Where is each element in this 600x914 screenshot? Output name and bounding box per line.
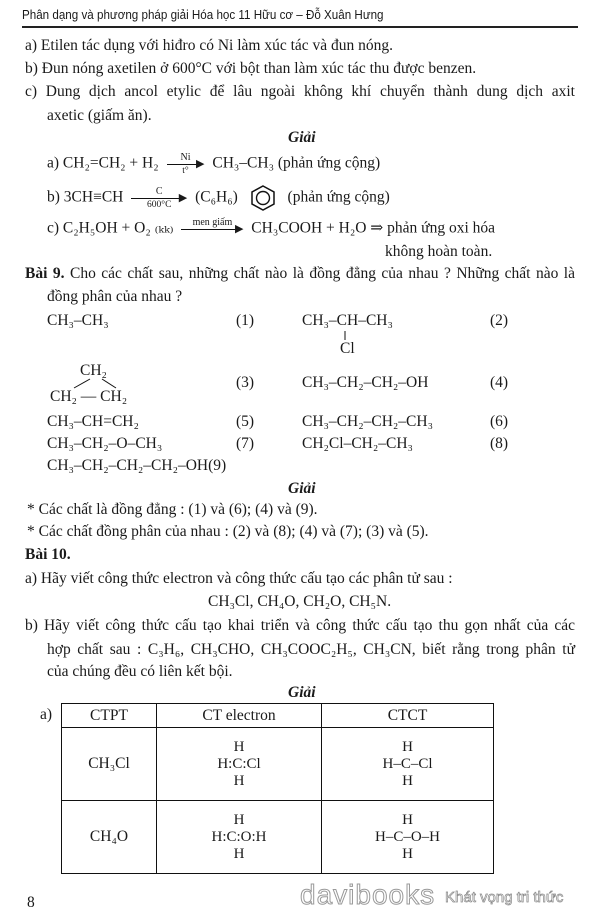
intro-c-cont: axetic (giấm ăn).: [47, 107, 152, 124]
atom: H: [402, 845, 413, 862]
table-label: a): [40, 706, 53, 723]
reaction-b: [47, 185, 390, 211]
column-header: CTCT: [322, 704, 494, 728]
running-header: Phân dạng và phương pháp giải Hóa học 11 Hữu cơ – Đỗ Xuân Hưng: [22, 8, 384, 22]
bai10-b-cont2: của chúng đều có liên kết bội.: [47, 663, 233, 680]
solution-heading: Giải: [288, 684, 316, 701]
reaction-a: [47, 153, 380, 175]
products: CH₃–CH₃ (phản ứng cộng): [212, 154, 381, 172]
atom: H: [233, 738, 245, 755]
products: (C₆H₆): [195, 188, 238, 206]
condition: 600°C: [147, 200, 172, 210]
compound-2-substituent: Cl: [340, 340, 355, 357]
intro-c: c) Dung dịch ancol etylic để lâu ngoài không khí chuyển thành dung dịch axit: [25, 83, 575, 100]
reaction-label: b): [47, 188, 60, 206]
table-row: [62, 801, 494, 874]
column-header: CT electron: [157, 704, 322, 728]
intro-b: b) Đun nóng axetilen ở 600°C với bột than làm xúc tác thu được benzen.: [25, 60, 477, 77]
bai10-a-formulas: CH₃Cl, CH₄O, CH₂O, CH₅N.: [208, 593, 392, 610]
page-number: 8: [27, 894, 35, 911]
catalyst: men giấm: [192, 217, 233, 228]
compound-number: (4): [490, 374, 509, 391]
electron-formula: [157, 728, 322, 801]
compound-number: (8): [490, 435, 509, 452]
bai10-b: b) Hãy viết công thức cấu tạo khai triển và công thức cấu tạo thu gọn nhất của các: [25, 617, 575, 634]
watermark-brand: davibooks: [300, 879, 436, 910]
atom-row: H:C:Cl: [217, 755, 261, 772]
compound-9: CH₃–CH₂–CH₂–CH₂–OH(9): [47, 457, 227, 474]
atom: H: [233, 845, 245, 862]
compound-number: (7): [236, 435, 255, 452]
reaction-c: [47, 218, 495, 240]
compound-number: (3): [236, 374, 255, 391]
compound-number: (5): [236, 413, 255, 430]
answer-isomers: * Các chất đồng phân của nhau : (2) và (8); (4) và (7); (3) và (5).: [27, 523, 429, 540]
bai10-a: a) Hãy viết công thức electron và công thức cấu tạo các phân tử sau :: [25, 570, 453, 587]
catalyst: C: [155, 186, 163, 197]
reactants: C₂H₅OH + O₂ ₍ₖₖ₎: [62, 219, 174, 237]
bai10-b-cont: hợp chất sau : C₃H₆, CH₃CHO, CH₃COOC₂H₅, CH₃CN, biết rằng trong phân tử: [47, 641, 575, 658]
answer-homologs: * Các chất là đồng đẳng : (1) và (6); (4) và (9).: [27, 501, 318, 518]
reactants: CH₂=CH₂ + H₂: [62, 154, 159, 172]
compound-8: CH₂Cl–CH₂–CH₃: [302, 435, 413, 452]
compound-4: CH₃–CH₂–CH₂–OH: [302, 374, 429, 391]
molecular-formula: CH₄O: [62, 801, 157, 874]
atom: H: [233, 811, 245, 828]
intro-a: a) Etilen tác dụng với hiđro có Ni làm xúc tác và đun nóng.: [25, 37, 394, 54]
compound-2: CH₃–CH–CH₃: [302, 312, 393, 329]
catalyst: Ni: [180, 152, 191, 163]
atom-row: H–C–O–H: [374, 828, 440, 845]
atom-row: H:C:O:H: [211, 828, 267, 845]
atom: H: [402, 738, 413, 755]
reaction-label: c): [47, 219, 60, 237]
watermark-slogan: Khát vọng tri thức: [445, 889, 564, 906]
compound-7: CH₃–CH₂–O–CH₃: [47, 435, 163, 452]
compound-1: CH₃–CH₃: [47, 312, 109, 329]
structural-formula: [322, 728, 494, 801]
products: CH₃COOH + H₂O ⇒ phản ứng oxi hóa: [251, 219, 496, 237]
bond-line: [343, 331, 347, 340]
table-row: [62, 728, 494, 801]
bai10-title: Bài 10.: [25, 546, 71, 563]
condition: t°: [182, 166, 189, 176]
atom: H: [402, 772, 413, 789]
column-header: CTPT: [62, 704, 157, 728]
compound-number: (1): [236, 312, 255, 329]
compound-5: CH₃–CH=CH₂: [47, 413, 139, 430]
reaction-type: (phản ứng cộng): [287, 188, 390, 206]
compound-number: (6): [490, 413, 509, 430]
reaction-arrow: C ▶ 600°C: [131, 187, 187, 209]
formula-table: [61, 703, 494, 874]
electron-formula: [157, 801, 322, 874]
header-rule: [22, 26, 578, 28]
reaction-arrow: men giấm ▶: [181, 218, 243, 240]
solution-heading: Giải: [288, 480, 316, 497]
exercise-title: Bài 9.: [25, 265, 65, 282]
bai9-question: [25, 265, 575, 283]
question-text: Cho các chất sau, những chất nào là đồng đẳng của nhau ? Những chất nào là: [69, 265, 575, 282]
compound-number: (2): [490, 312, 509, 329]
reaction-arrow: Ni ▶ t°: [167, 153, 205, 175]
molecular-formula: CH₃Cl: [62, 728, 157, 801]
compound-3: CH₂ — CH₂: [50, 388, 128, 405]
atom: H: [233, 772, 245, 789]
atom-row: H–C–Cl: [382, 755, 433, 772]
compound-6: CH₃–CH₂–CH₂–CH₃: [302, 413, 433, 430]
solution-heading: Giải: [288, 129, 316, 146]
reactants: 3CH≡CH: [63, 188, 124, 206]
table-header-row: [62, 704, 494, 728]
atom: H: [402, 811, 413, 828]
bai9-question-cont: đồng phân của nhau ?: [47, 288, 183, 305]
benzene-ring-icon: [250, 185, 276, 211]
compound-3-top: CH₂: [80, 362, 107, 379]
reaction-label: a): [47, 154, 60, 172]
reaction-c-cont: không hoàn toàn.: [385, 243, 493, 260]
structural-formula: [322, 801, 494, 874]
